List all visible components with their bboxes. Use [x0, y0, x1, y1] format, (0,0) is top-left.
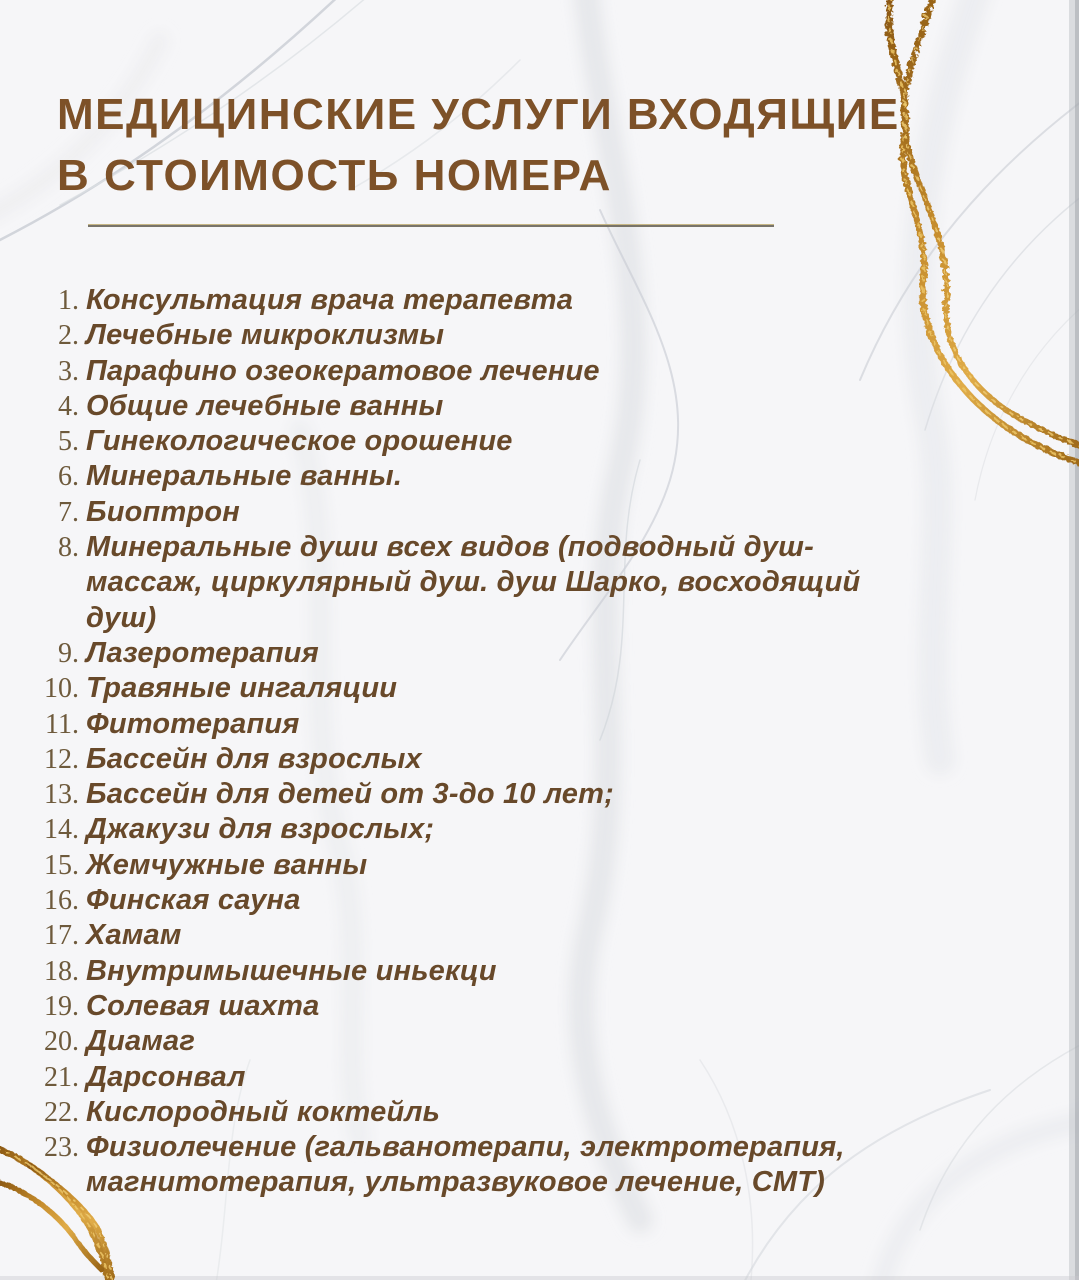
service-list-item [0, 530, 900, 636]
service-list-item [0, 918, 900, 953]
service-item-label: Лазеротерапия [86, 636, 319, 669]
service-item-number: 5. [58, 426, 79, 458]
service-item-number: 1. [58, 285, 79, 316]
service-item-label: Дарсонвал [86, 1060, 246, 1093]
service-item-number: 12. [44, 743, 79, 775]
service-item-number: 22. [44, 1096, 79, 1128]
service-list-item [0, 954, 900, 989]
service-item-number: 16. [44, 885, 79, 917]
service-item-number: 6. [58, 461, 79, 493]
service-item-label: Физиолечение (гальванотерапи, электротерапия, магнитотерапия, ультразвуковое лечение, СМТ) [86, 1131, 845, 1199]
service-list-item [0, 777, 900, 812]
service-item-number: 21. [44, 1061, 79, 1093]
service-item-label: Минеральные души всех видов (подводный душ-массаж, циркулярный душ. душ Шарко, восходящий душ) [86, 531, 861, 634]
service-item-number: 17. [44, 920, 79, 952]
service-item-label: Джакузи для взрослых; [86, 813, 435, 846]
service-list-item [0, 283, 900, 318]
service-item-number: 9. [58, 637, 79, 669]
service-list-item [0, 1060, 900, 1095]
service-item-number: 19. [44, 990, 79, 1022]
service-list-item [0, 742, 900, 777]
service-item-label: Жемчужные ванны [86, 848, 368, 881]
service-item-label: Биоптрон [86, 495, 241, 528]
service-item-label: Гинекологическое орошение [86, 425, 513, 458]
service-item-label: Хамам [86, 919, 182, 952]
service-list-item [0, 989, 900, 1024]
service-item-label: Фитотерапия [86, 707, 300, 740]
service-item-number: 18. [44, 955, 79, 987]
service-item-label: Консультация врача терапевта [86, 284, 574, 316]
service-item-label: Травяные ингаляции [86, 672, 398, 705]
service-item-number: 3. [58, 355, 79, 387]
service-item-label: Парафино озеокератовое лечение [86, 354, 600, 387]
service-item-label: Общие лечебные ванны [86, 389, 444, 422]
service-item-label: Внутримышечные иньекци [86, 954, 497, 987]
services-list [0, 283, 900, 1201]
title-divider [88, 224, 774, 227]
page-title-line1: МЕДИЦИНСКИЕ УСЛУГИ ВХОДЯЩИЕ [57, 90, 900, 139]
service-list-item [0, 459, 900, 494]
service-list-item [0, 883, 900, 918]
service-item-label: Минеральные ванны. [86, 460, 403, 493]
service-list-item [0, 424, 900, 459]
service-item-number: 2. [58, 320, 79, 352]
service-item-label: Бассейн для детей от 3-до 10 лет; [86, 778, 614, 811]
service-item-number: 11. [45, 708, 79, 740]
page-title-line2: В СТОИМОСТЬ НОМЕРА [57, 151, 612, 200]
service-item-number: 10. [44, 673, 79, 705]
service-list-item [0, 389, 900, 424]
service-list-item [0, 636, 900, 671]
service-item-number: 20. [44, 1026, 79, 1058]
service-item-number: 14. [44, 814, 79, 846]
service-item-number: 23. [44, 1132, 79, 1164]
service-list-item [0, 318, 900, 353]
service-item-label: Финская сауна [86, 884, 301, 917]
service-list-item [0, 495, 900, 530]
service-item-number: 15. [44, 849, 79, 881]
service-list-item [0, 354, 900, 389]
service-item-number: 7. [58, 496, 79, 528]
service-list-item [0, 848, 900, 883]
service-item-label: Бассейн для взрослых [86, 742, 422, 775]
service-list-item [0, 1024, 900, 1059]
service-item-number: 13. [44, 779, 79, 811]
service-item-label: Кислородный коктейль [86, 1095, 441, 1128]
service-item-number: 8. [58, 532, 79, 564]
service-list-item [0, 707, 900, 742]
service-list-item [0, 1130, 900, 1201]
service-list-item [0, 671, 900, 706]
service-list-item [0, 812, 900, 847]
service-item-label: Диамаг [86, 1025, 196, 1058]
service-list-item [0, 1095, 900, 1130]
service-item-label: Солевая шахта [86, 989, 320, 1022]
service-item-label: Лечебные микроклизмы [86, 319, 445, 352]
service-item-number: 4. [58, 390, 79, 422]
page-title [57, 84, 900, 206]
